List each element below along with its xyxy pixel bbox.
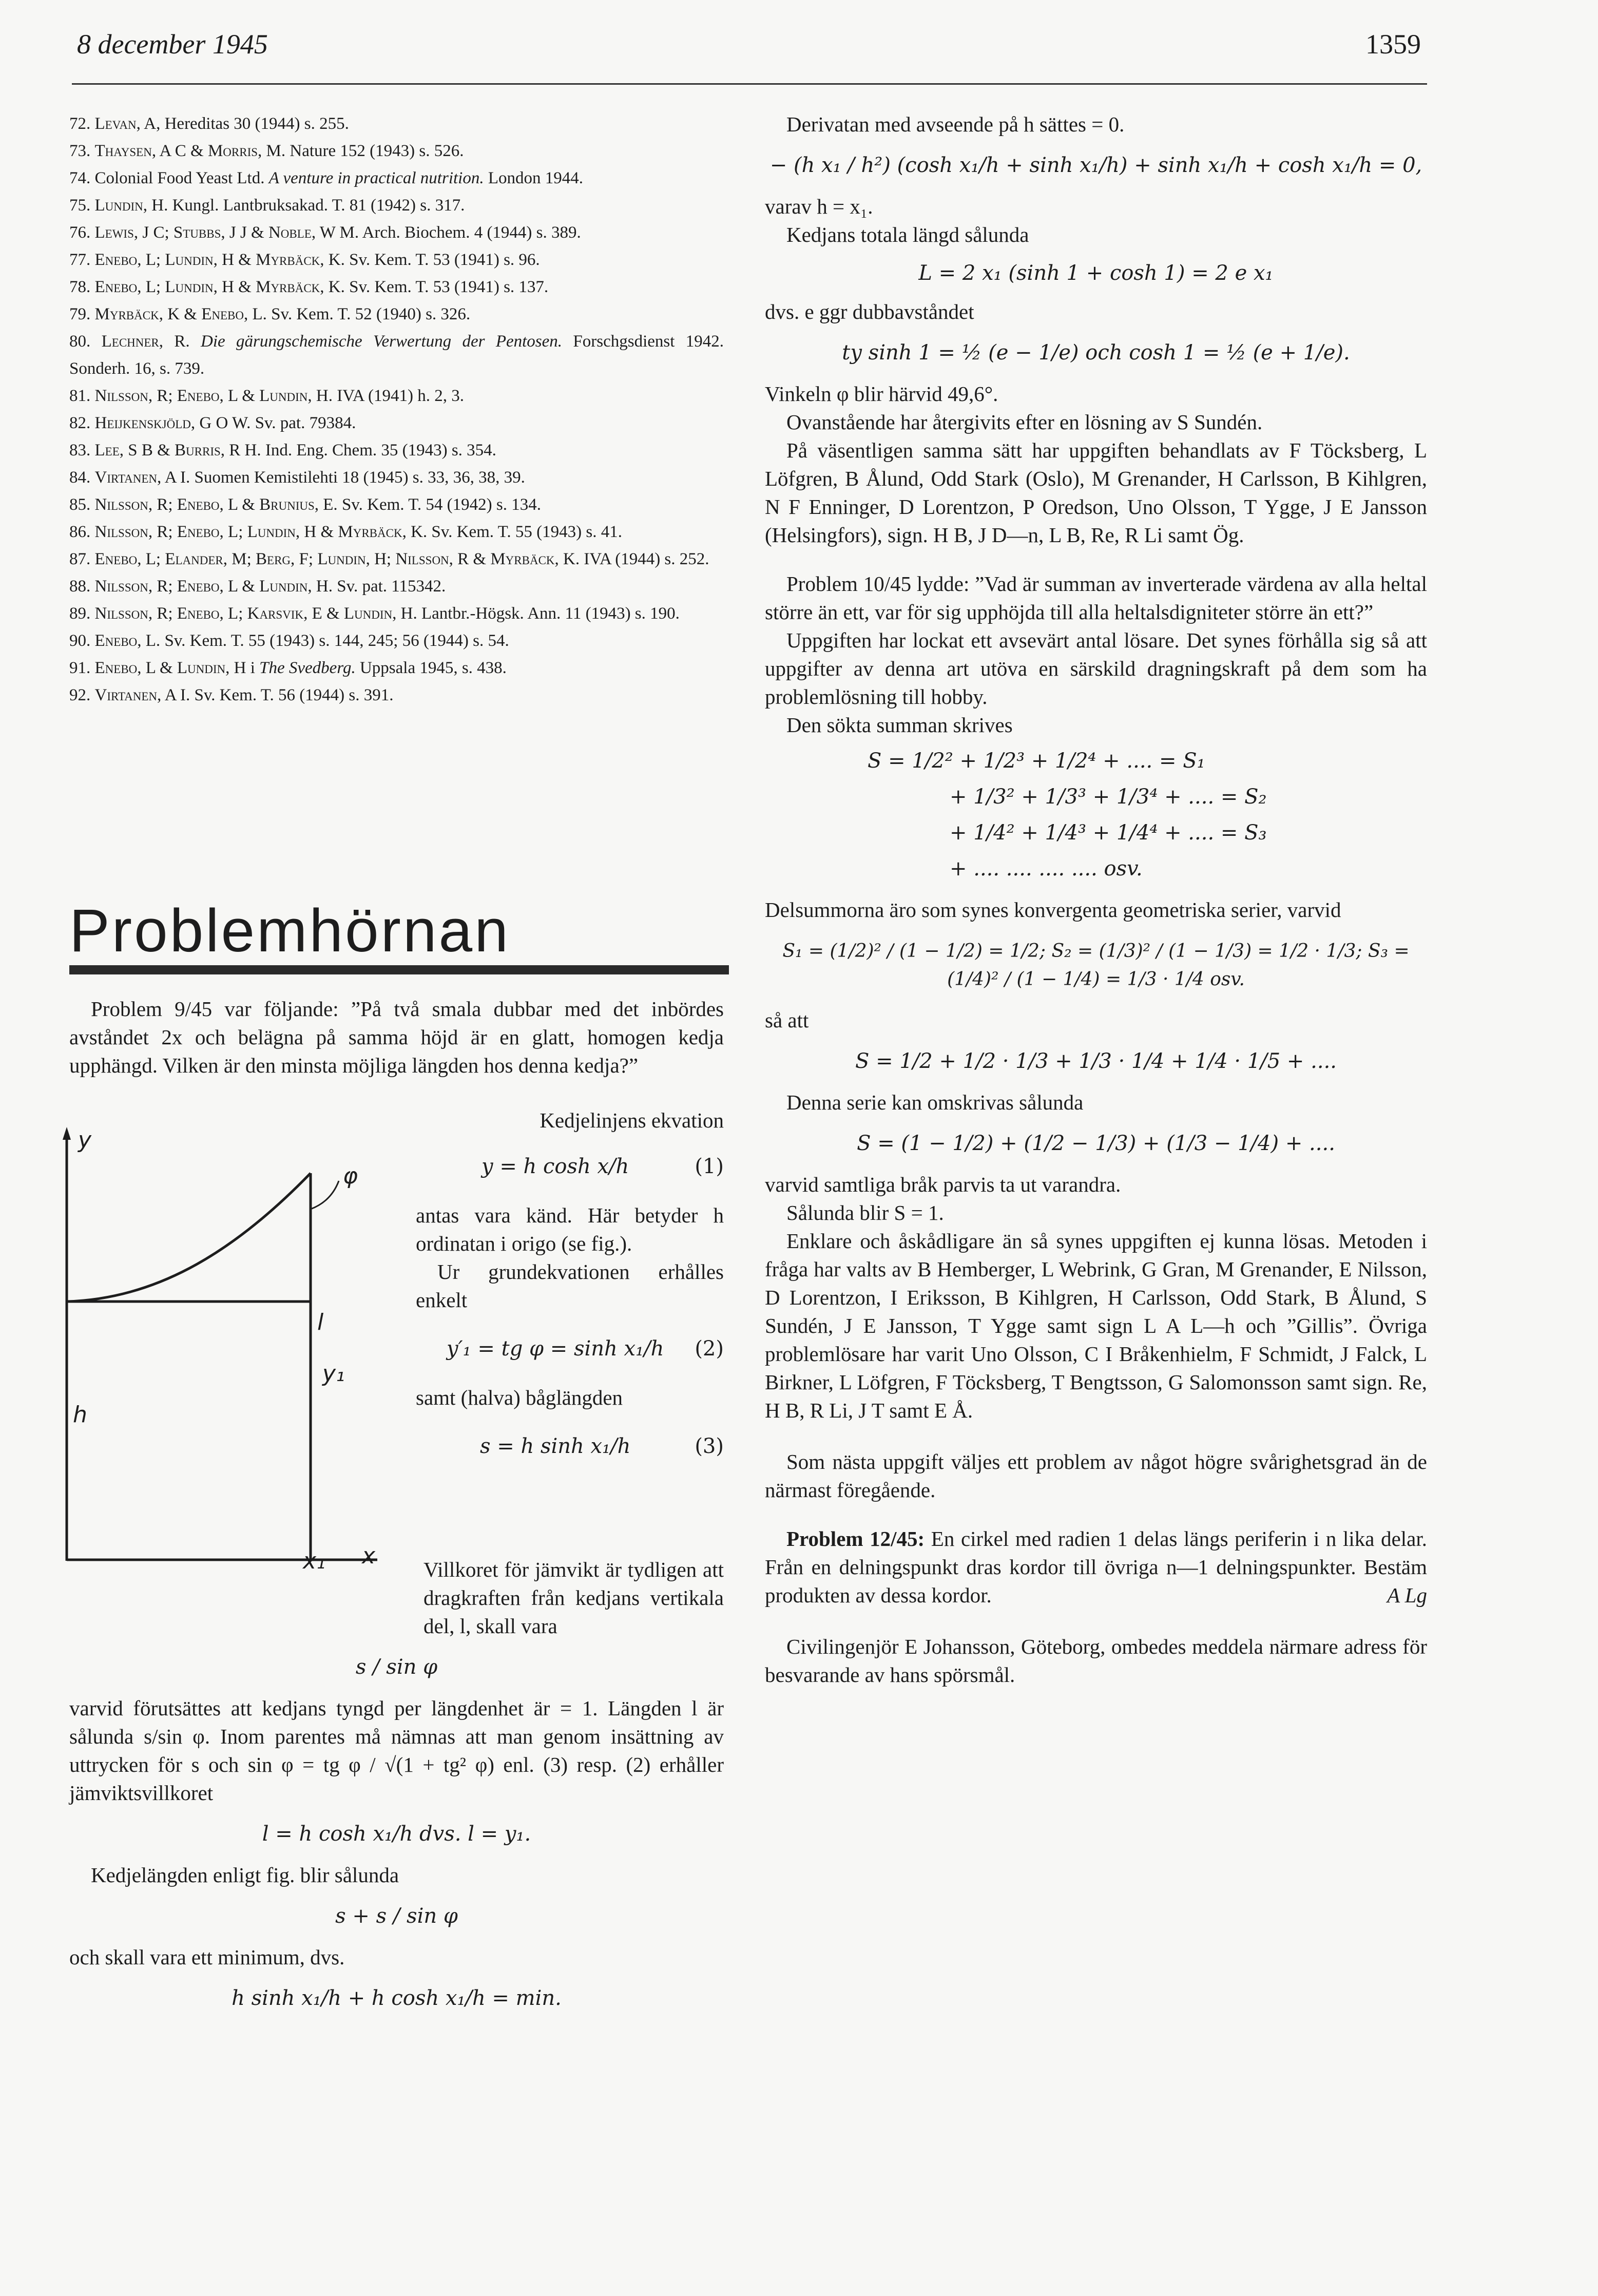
reference-authors: Nilsson, R; Enebo, L; Karsvik, E & Lundin, H. — [94, 604, 417, 623]
reference-source: Sv. pat. 115342. — [332, 577, 446, 596]
fig-label-l: l — [317, 1309, 324, 1335]
address-request-text: Civilingenjör E Johansson, Göteborg, ombedes meddela närmare adress för besvarande av hans spörsmål. — [765, 1635, 1427, 1687]
reference-authors: Lundin, H. — [94, 196, 168, 215]
reference-number: 72. — [69, 114, 91, 133]
reference-number: 82. — [69, 414, 91, 432]
equilibrium-formula: l = h cosh x₁/h dvs. l = y₁. — [262, 1822, 531, 1846]
tangent-angle-arc — [311, 1181, 339, 1209]
reference-authors: Lewis, J C; Stubbs, J J & Noble, W M. — [94, 223, 359, 242]
reference-item — [69, 437, 724, 464]
reference-item — [69, 410, 724, 437]
e-times-text: dvs. e ggr dubbavståndet — [765, 300, 974, 323]
equation-1 — [416, 1153, 724, 1181]
fig-label-x1: x₁ — [303, 1548, 325, 1574]
reference-title: A venture in practical nutrition. — [268, 169, 484, 187]
reference-item — [69, 382, 724, 410]
reference-number: 73. — [69, 142, 91, 160]
problem-9-statement: Problem 9/45 var följande: ”På två smala dubbar med det inbördes avståndet 2x och belägna på samma höjd är en glatt, homogen kedja upphängd. Vilken är den minsta möjliga längden hos denna kedja?” — [69, 997, 724, 1077]
reference-item — [69, 246, 724, 274]
reference-item — [69, 219, 724, 246]
problem-12-label: Problem 12/45: — [786, 1527, 925, 1551]
weight-assumption-text: varvid förutsättes att kedjans tyngd per längdenhet är = 1. Längden l är sålunda s/sin φ. Inom parentes må nämnas att man genom insättning av uttrycken för s och sin φ = tg φ / √(1 + tg² φ) enl. (3) resp. (2) erhåller jämviktsvillkoret — [69, 1696, 724, 1805]
total-length-text: Kedjans totala längd sålunda — [786, 223, 1029, 246]
reference-source: Sv. Kem. T. 55 (1943) s. 41. — [427, 523, 622, 541]
reference-source: Sv. Kem. T. 54 (1942) s. 134. — [337, 495, 541, 514]
reference-source: Sv. Kem. T. 52 (1940) s. 326. — [266, 305, 471, 323]
cancel-text: varvid samtliga bråk parvis ta ut varandra. — [765, 1173, 1121, 1196]
equation-3-number: (3) — [695, 1434, 724, 1458]
reference-source: i — [246, 659, 260, 677]
reference-list — [69, 110, 724, 709]
equation-2-number: (2) — [695, 1337, 724, 1361]
equation-1-text: y = h cosh x/h — [482, 1155, 629, 1178]
equation-3 — [416, 1432, 724, 1461]
reference-source: Lantbr.-Högsk. Ann. 11 (1943) s. 190. — [417, 604, 680, 623]
catenary-figure — [59, 1124, 408, 1571]
reference-source: Sv. pat. 79384. — [251, 414, 356, 432]
reference-source-tail: Uppsala 1945, s. 438. — [355, 659, 507, 677]
partial-sums-formula: S₁ = (1/2)² / (1 − 1/2) = 1/2; S₂ = (1/3)² / (1 − 1/3) = 1/2 · 1/3; S₃ = (1/4)² / (1 − 1/4) = 1/3 · 1/4 osv. — [782, 941, 1410, 990]
sum-row-3: + 1/4² + 1/4³ + 1/4⁴ + .... = S₃ — [950, 821, 1267, 845]
reference-number: 90. — [69, 632, 91, 650]
reference-item — [69, 328, 724, 382]
reference-authors: Enebo, L. — [94, 632, 161, 650]
reference-item — [69, 110, 724, 138]
reference-title: The Svedberg. — [259, 659, 356, 677]
reference-authors: Enebo, L; Lundin, H & Myrbäck, K. — [94, 278, 345, 296]
minimum-formula: h sinh x₁/h + h cosh x₁/h = min. — [232, 1986, 562, 2010]
equation-3-text: s = h sinh x₁/h — [479, 1434, 631, 1458]
problem-12-signature: A Lg — [1387, 1583, 1427, 1607]
arc-length-text: samt (halva) båglängden — [416, 1386, 623, 1409]
chain-length-text: Kedjelängden enligt fig. blir sålunda — [91, 1863, 399, 1887]
header-rule — [72, 83, 1427, 85]
reference-source: Sv. Kem. T. 55 (1943) s. 144, 245; 56 (1944) s. 54. — [160, 632, 509, 650]
series-formula: S = 1/2 + 1/2 · 1/3 + 1/3 · 1/4 + 1/4 · 1/5 + .... — [855, 1049, 1337, 1073]
partial-sums-text: Delsummorna äro som synes konvergenta geometriska serier, varvid — [765, 898, 1341, 922]
reference-number: 76. — [69, 223, 91, 242]
total-length-formula: L = 2 x₁ (sinh 1 + cosh 1) = 2 e x₁ — [918, 261, 1274, 285]
reference-source: Suomen Kemistilehti 18 (1945) s. 33, 36, 38, 39. — [190, 468, 525, 487]
reference-authors: Nilsson, R; Enebo, L; Lundin, H & Myrbäck, K. — [94, 523, 428, 541]
reference-authors: Virtanen, A I. — [94, 468, 190, 487]
derivative-text: Derivatan med avseende på h sättes = 0. — [786, 112, 1125, 136]
chain-length-formula: s + s / sin φ — [335, 1904, 458, 1928]
reference-item — [69, 600, 724, 627]
reference-item — [69, 627, 724, 655]
reference-authors: Lechner, R. — [101, 332, 190, 351]
problem-10-statement: Problem 10/45 lydde: ”Vad är summan av inverterade värdena av alla heltal större än ett, var för sig upphöjda till alla heltalsdigniteter större än ett?” — [765, 572, 1427, 624]
reference-authors: Enebo, L; Elander, M; Berg, F; Lundin, H; Nilsson, R & Myrbäck, K. — [94, 550, 580, 568]
reference-source: Hereditas 30 (1944) s. 255. — [160, 114, 349, 133]
reference-number: 86. — [69, 523, 91, 541]
solvers-10-text: Enklare och åskådligare än så synes uppgiften ej kunna lösas. Metoden i fråga har valts av B Hemberger, L Webrink, G Gran, M Grenander, E Nilsson, D Lorentzon, I Eriksson, B Kihlgren, H Carlsson, Odd Stark, B Ålund, S Sundén, J E Jansson, T Ygge samt sign L A L—h och ”Gillis”. Övriga problemlösare har varit Uno Olsson, C I Bråkenhielm, F Schmidt, J Falck, L Birkner, L Löfgren, F Töcksberg, T Bengtsson, G Salomonsson samt sign. Re, H B, R Li, J T samt E Å. — [765, 1229, 1427, 1422]
sum-row-1: S = 1/2² + 1/2³ + 1/2⁴ + .... = S₁ — [868, 749, 1205, 773]
sum-intro-text: Den sökta summan skrives — [786, 713, 1013, 737]
reference-number: 89. — [69, 604, 91, 623]
angle-text: Vinkeln φ blir härvid 49,6°. — [765, 382, 998, 406]
equation-1-number: (1) — [695, 1155, 724, 1178]
equilibrium-condition-text: Villkoret för jämvikt är tydligen att dragkraften från kedjans vertikala del, l, skall vara — [423, 1558, 724, 1638]
solvers-9-text: På väsentligen samma sätt har uppgiften behandlats av F Töcksberg, L Löfgren, B Ålund, Odd Stark (Oslo), M Grenander, H Carlsson, B Kihlgren, N F Enninger, D Lorentzon, P Oredson, Uno Olsson, T Ygge, J E Jansson (Helsingfors), sign. H B, J D—n, L B, Re, R Li samt Ög. — [765, 438, 1427, 547]
problem-9-text — [69, 995, 724, 1080]
reference-number: 74. — [69, 169, 91, 187]
reference-authors: Levan, A, — [94, 114, 161, 133]
rewrite-text: Denna serie kan omskrivas sålunda — [786, 1090, 1084, 1114]
reference-number: 91. — [69, 659, 91, 677]
reference-authors: Nilsson, R; Enebo, L & Lundin, H. — [94, 387, 333, 405]
reference-source: IVA (1944) s. 252. — [580, 550, 709, 568]
equation-2 — [416, 1335, 724, 1363]
reference-number: 80. — [69, 332, 91, 351]
reference-source-tail: London 1944. — [484, 169, 583, 187]
problem-9-solution — [69, 1556, 724, 2025]
problem-10-popularity: Uppgiften har lockat ett avsevärt antal lösare. Det synes förhålla sig så att uppgifter av denna art utöva en särskild dragningskraft på dem som ha problemlösning till hobby. — [765, 628, 1427, 709]
reference-authors: Nilsson, R; Enebo, L & Lundin, H. — [94, 577, 333, 596]
reference-item — [69, 274, 724, 301]
reference-number: 77. — [69, 251, 91, 269]
reference-source: Arch. Biochem. 4 (1944) s. 389. — [359, 223, 581, 242]
reference-authors: Enebo, L; Lundin, H & Myrbäck, K. — [94, 251, 345, 269]
reference-item — [69, 165, 724, 192]
tension-formula: s / sin φ — [355, 1655, 438, 1679]
reference-source: Sv. Kem. T. 53 (1941) s. 137. — [344, 278, 549, 296]
beside-figure-text — [416, 1106, 724, 1481]
fig-label-phi: φ — [343, 1163, 358, 1189]
section-title: Problemhörnan — [69, 897, 510, 965]
reference-number: 83. — [69, 441, 91, 460]
reference-source: Kungl. Lantbruksakad. T. 81 (1942) s. 317. — [168, 196, 465, 215]
problem-12-text: En cirkel med radien 1 delas längs periferin i n lika delar. Från en delningspunkt dras kordor till övriga n—1 delningspunkter. Bestäm produkten av dessa kordor. — [765, 1527, 1427, 1607]
equation-2-text: y′₁ = tg φ = sinh x₁/h — [446, 1337, 664, 1361]
sinh-cosh-formula: ty sinh 1 = ½ (e − 1/e) och cosh 1 = ½ (e + 1/e). — [842, 341, 1350, 365]
result-h-text: varav h = x₁. — [765, 195, 873, 218]
page-number: 1359 — [1365, 29, 1421, 60]
reference-number: 85. — [69, 495, 91, 514]
reference-number: 84. — [69, 468, 91, 487]
telescoping-formula: S = (1 − 1/2) + (1/2 − 1/3) + (1/3 − 1/4) + .... — [857, 1132, 1335, 1155]
reference-item — [69, 655, 724, 682]
y-axis-arrow — [63, 1127, 71, 1140]
catenary-known-text: antas vara känd. Här betyder h ordinatan i origo (se fig.). — [416, 1203, 724, 1255]
fig-label-y1: y₁ — [322, 1361, 345, 1387]
problem-12-statement — [765, 1525, 1427, 1610]
reference-item — [69, 192, 724, 219]
reference-source-tail: Forschgsdienst 1942. Sonderh. 16, s. 739. — [69, 332, 724, 378]
reference-source: Nature 152 (1943) s. 526. — [285, 142, 464, 160]
reference-number: 92. — [69, 686, 91, 704]
derivative-formula: − (h x₁ / h²) (cosh x₁/h + sinh x₁/h) + sinh x₁/h + cosh x₁/h = 0, — [769, 154, 1422, 177]
minimum-text: och skall vara ett minimum, dvs. — [69, 1945, 345, 1969]
reference-title: Die gärungschemische Verwertung der Pentosen. — [201, 332, 563, 351]
reference-item — [69, 138, 724, 165]
reference-source: Ind. Eng. Chem. 35 (1943) s. 354. — [261, 441, 496, 460]
reference-authors: Thaysen, A C & Morris, M. — [94, 142, 286, 160]
reference-authors: Virtanen, A I. — [94, 686, 190, 704]
reference-source: Colonial Food Yeast Ltd. — [94, 169, 269, 187]
reference-source: Sv. Kem. T. 53 (1941) s. 96. — [344, 251, 540, 269]
fig-label-h: h — [73, 1402, 87, 1428]
reference-item — [69, 573, 724, 600]
section-title-rule — [69, 965, 729, 974]
header-date: 8 december 1945 — [77, 29, 268, 60]
reference-authors: Lee, S B & Burris, R H. — [94, 441, 261, 460]
reference-item — [69, 682, 724, 709]
reference-number: 75. — [69, 196, 91, 215]
reference-source: IVA (1941) h. 2, 3. — [332, 387, 465, 405]
reference-authors: Myrbäck, K & Enebo, L. — [94, 305, 267, 323]
reference-number: 87. — [69, 550, 91, 568]
reference-source: Sv. Kem. T. 56 (1944) s. 391. — [190, 686, 394, 704]
reference-number: 81. — [69, 387, 91, 405]
reference-number: 88. — [69, 577, 91, 596]
reference-source — [190, 332, 201, 351]
fig-label-x: x — [362, 1543, 376, 1569]
reference-authors: Nilsson, R; Enebo, L & Brunius, E. — [94, 495, 338, 514]
reference-item — [69, 301, 724, 328]
basic-equation-text: Ur grundekvationen erhålles enkelt — [416, 1260, 724, 1312]
result-text: Sålunda blir S = 1. — [786, 1201, 944, 1224]
reference-item — [69, 546, 724, 573]
solution-credit-text: Ovanstående har återgivits efter en lösning av S Sundén. — [786, 410, 1263, 434]
reference-number: 79. — [69, 305, 91, 323]
sum-row-2: + 1/3² + 1/3³ + 1/3⁴ + .... = S₂ — [950, 785, 1267, 809]
fig-label-y: y — [78, 1127, 92, 1153]
reference-authors: Enebo, L & Lundin, H — [94, 659, 246, 677]
reference-item — [69, 464, 724, 491]
sum-row-4: + .... .... .... .... osv. — [950, 857, 1143, 881]
catenary-equation-intro: Kedjelinjens ekvation — [540, 1108, 724, 1132]
catenary-curve — [67, 1173, 311, 1302]
right-column — [765, 110, 1427, 1689]
so-that-text: så att — [765, 1008, 809, 1032]
reference-item — [69, 519, 724, 546]
reference-authors: Heijkenskjöld, G O W. — [94, 414, 251, 432]
reference-number: 78. — [69, 278, 91, 296]
next-problem-intro: Som nästa uppgift väljes ett problem av något högre svårighetsgrad än de närmast föregående. — [765, 1450, 1427, 1502]
reference-item — [69, 491, 724, 519]
